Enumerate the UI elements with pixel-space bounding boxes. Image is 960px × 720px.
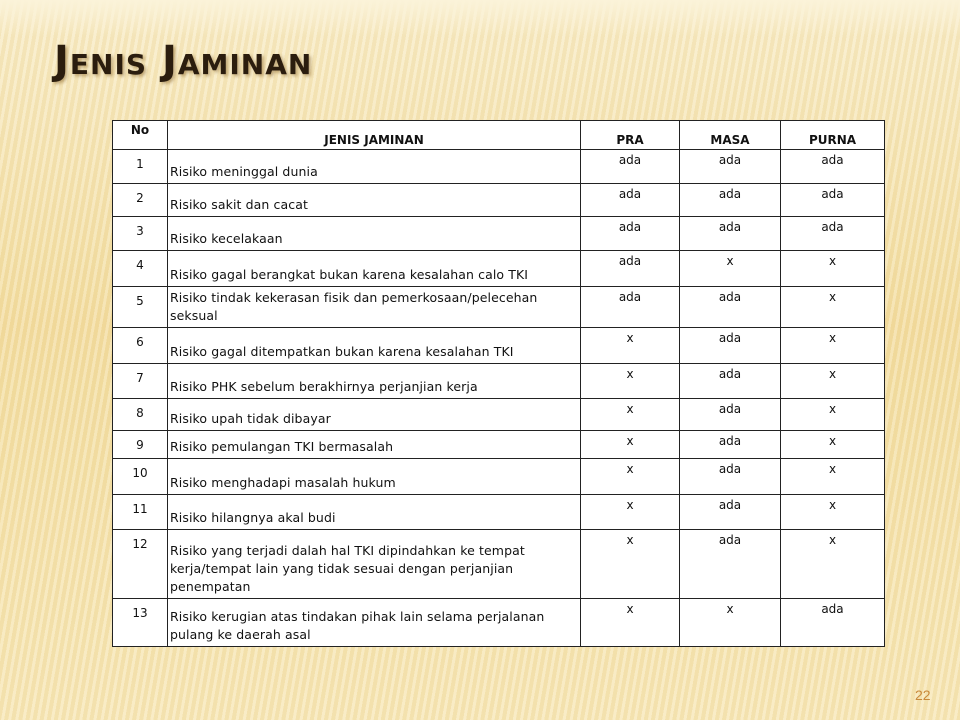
cell-no: 4	[113, 251, 168, 287]
cell-purna: ada	[781, 599, 885, 647]
cell-pra: x	[581, 364, 680, 399]
slide-top-band	[0, 0, 960, 36]
cell-purna: x	[781, 251, 885, 287]
cell-jenis: Risiko meninggal dunia	[168, 150, 581, 184]
cell-no: 10	[113, 459, 168, 495]
cell-no: 2	[113, 184, 168, 217]
cell-masa: ada	[680, 399, 781, 431]
cell-purna: x	[781, 495, 885, 530]
table-row	[113, 251, 885, 287]
cell-jenis: Risiko pemulangan TKI bermasalah	[168, 431, 581, 459]
cell-no: 6	[113, 328, 168, 364]
cell-purna: x	[781, 431, 885, 459]
cell-pra: x	[581, 399, 680, 431]
slide-title: Jenis Jaminan	[54, 38, 313, 84]
header-jenis-jaminan: JENIS JAMINAN	[168, 121, 581, 150]
cell-jenis: Risiko menghadapi masalah hukum	[168, 459, 581, 495]
table-row	[113, 431, 885, 459]
cell-pra: x	[581, 530, 680, 599]
table-header-row	[113, 121, 885, 150]
cell-masa: x	[680, 599, 781, 647]
cell-no: 11	[113, 495, 168, 530]
cell-no: 7	[113, 364, 168, 399]
header-purna: PURNA	[781, 121, 885, 150]
cell-pra: x	[581, 431, 680, 459]
cell-pra: ada	[581, 217, 680, 251]
header-pra: PRA	[581, 121, 680, 150]
cell-pra: x	[581, 459, 680, 495]
header-no: No	[113, 121, 168, 150]
table-container	[112, 120, 884, 647]
cell-jenis: Risiko gagal berangkat bukan karena kesalahan calo TKI	[168, 251, 581, 287]
cell-masa: ada	[680, 364, 781, 399]
cell-masa: x	[680, 251, 781, 287]
cell-pra: ada	[581, 184, 680, 217]
cell-masa: ada	[680, 495, 781, 530]
cell-masa: ada	[680, 184, 781, 217]
cell-no: 1	[113, 150, 168, 184]
cell-jenis: Risiko hilangnya akal budi	[168, 495, 581, 530]
cell-no: 12	[113, 530, 168, 599]
cell-masa: ada	[680, 150, 781, 184]
table-row	[113, 530, 885, 599]
cell-pra: ada	[581, 287, 680, 328]
table-row	[113, 364, 885, 399]
cell-jenis: Risiko gagal ditempatkan bukan karena kesalahan TKI	[168, 328, 581, 364]
cell-jenis: Risiko upah tidak dibayar	[168, 399, 581, 431]
cell-masa: ada	[680, 431, 781, 459]
header-masa: MASA	[680, 121, 781, 150]
cell-purna: x	[781, 287, 885, 328]
table-row	[113, 217, 885, 251]
cell-jenis: Risiko tindak kekerasan fisik dan pemerkosaan/pelecehan seksual	[168, 287, 581, 328]
table-row	[113, 287, 885, 328]
cell-pra: x	[581, 328, 680, 364]
cell-masa: ada	[680, 217, 781, 251]
cell-purna: ada	[781, 184, 885, 217]
cell-masa: ada	[680, 328, 781, 364]
cell-jenis: Risiko sakit dan cacat	[168, 184, 581, 217]
cell-pra: ada	[581, 251, 680, 287]
cell-jenis: Risiko kecelakaan	[168, 217, 581, 251]
cell-no: 5	[113, 287, 168, 328]
cell-pra: ada	[581, 150, 680, 184]
cell-no: 9	[113, 431, 168, 459]
table-row	[113, 399, 885, 431]
cell-purna: x	[781, 328, 885, 364]
cell-jenis: Risiko yang terjadi dalah hal TKI dipindahkan ke tempat kerja/tempat lain yang tidak sesuai dengan perjanjian penempatan	[168, 530, 581, 599]
cell-masa: ada	[680, 530, 781, 599]
cell-masa: ada	[680, 287, 781, 328]
table-row	[113, 328, 885, 364]
cell-masa: ada	[680, 459, 781, 495]
table-row	[113, 599, 885, 647]
cell-pra: x	[581, 599, 680, 647]
cell-no: 13	[113, 599, 168, 647]
table-row	[113, 184, 885, 217]
cell-jenis: Risiko PHK sebelum berakhirnya perjanjian kerja	[168, 364, 581, 399]
cell-purna: x	[781, 399, 885, 431]
cell-jenis: Risiko kerugian atas tindakan pihak lain selama perjalanan pulang ke daerah asal	[168, 599, 581, 647]
table-row	[113, 150, 885, 184]
cell-purna: ada	[781, 150, 885, 184]
jaminan-table	[112, 120, 885, 647]
cell-pra: x	[581, 495, 680, 530]
table-row	[113, 495, 885, 530]
table-row	[113, 459, 885, 495]
page-number: 22	[915, 687, 931, 703]
cell-no: 3	[113, 217, 168, 251]
cell-purna: x	[781, 459, 885, 495]
cell-purna: x	[781, 530, 885, 599]
cell-no: 8	[113, 399, 168, 431]
cell-purna: x	[781, 364, 885, 399]
cell-purna: ada	[781, 217, 885, 251]
